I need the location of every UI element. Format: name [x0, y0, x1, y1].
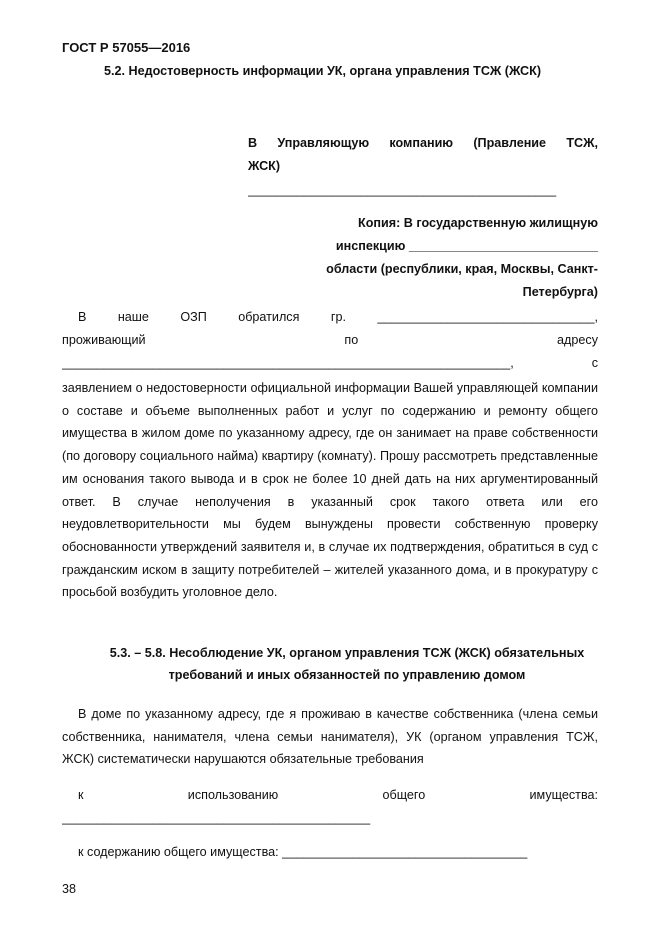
letter-line-3: ________________________________________________________________, с	[62, 356, 598, 370]
letter-line-2: проживающий по адресу	[62, 333, 598, 347]
addressee-line-2: ЖСК)	[248, 159, 281, 173]
copy-line-3: области (республики, края, Москвы, Санкт-	[326, 262, 598, 276]
copy-line-2: инспекцию ___________________________	[335, 239, 598, 253]
section-5-2-title: 5.2. Недостоверность информации УК, органа управления ТСЖ (ЖСК)	[104, 64, 542, 78]
section-5-3-paragraph: В доме по указанному адресу, где я проживаю в качестве собственника (члена семьи собственника, нанимателя, члена семьи нанимателя), УК (органом управления ТСЖ, ЖСК) систематически нарушаются обязательные требования	[62, 707, 598, 767]
section-5-3-title-line-1: 5.3. – 5.8. Несоблюдение УК, органом управления ТСЖ (ЖСК) обязательных	[109, 646, 585, 660]
letter-body: заявлением о недостоверности официальной информации Вашей управляющей компании о составе и объеме выполненных работ и услуг по содержанию и ремонту общего имущества в жилом доме по указанному адресу, где он занимает на праве собственности (по договору социального найма) квартиру (комнату). Прошу рассмотреть представленные им основания такого вывода и в срок не более 10 дней дать на них аргументированный ответ. В случае неполучения в указанный срок такого ответа или его неудовлетворительности мы будем вынуждены провести собственную проверку обоснованности утверждений заявителя и, в случае их подтверждения, обратиться в суд с гражданским иском в защиту потребителей – жителей указанного дома, и в прокуратуру с просьбой возбудить уголовное дело.	[62, 381, 598, 600]
use-of-property-line: к использованию общего имущества:	[78, 788, 598, 802]
standard-header: ГОСТ Р 57055—2016	[62, 40, 191, 55]
section-5-3-title-line-2: требований и иных обязанностей по управлению домом	[168, 668, 526, 682]
maintenance-line: к содержанию общего имущества: ___________________________________	[78, 845, 528, 859]
addressee-blank: ____________________________________________	[248, 183, 557, 197]
page-number: 38	[62, 882, 77, 896]
addressee-line-1: В Управляющую компанию (Правление ТСЖ,	[248, 136, 598, 150]
letter-line-1: В наше ОЗП обратился гр. _______________________________,	[78, 310, 598, 324]
copy-line-1: Копия: В государственную жилищную	[358, 216, 598, 230]
copy-line-4: Петербурга)	[522, 285, 598, 299]
use-of-property-blank: ____________________________________________	[62, 811, 371, 825]
